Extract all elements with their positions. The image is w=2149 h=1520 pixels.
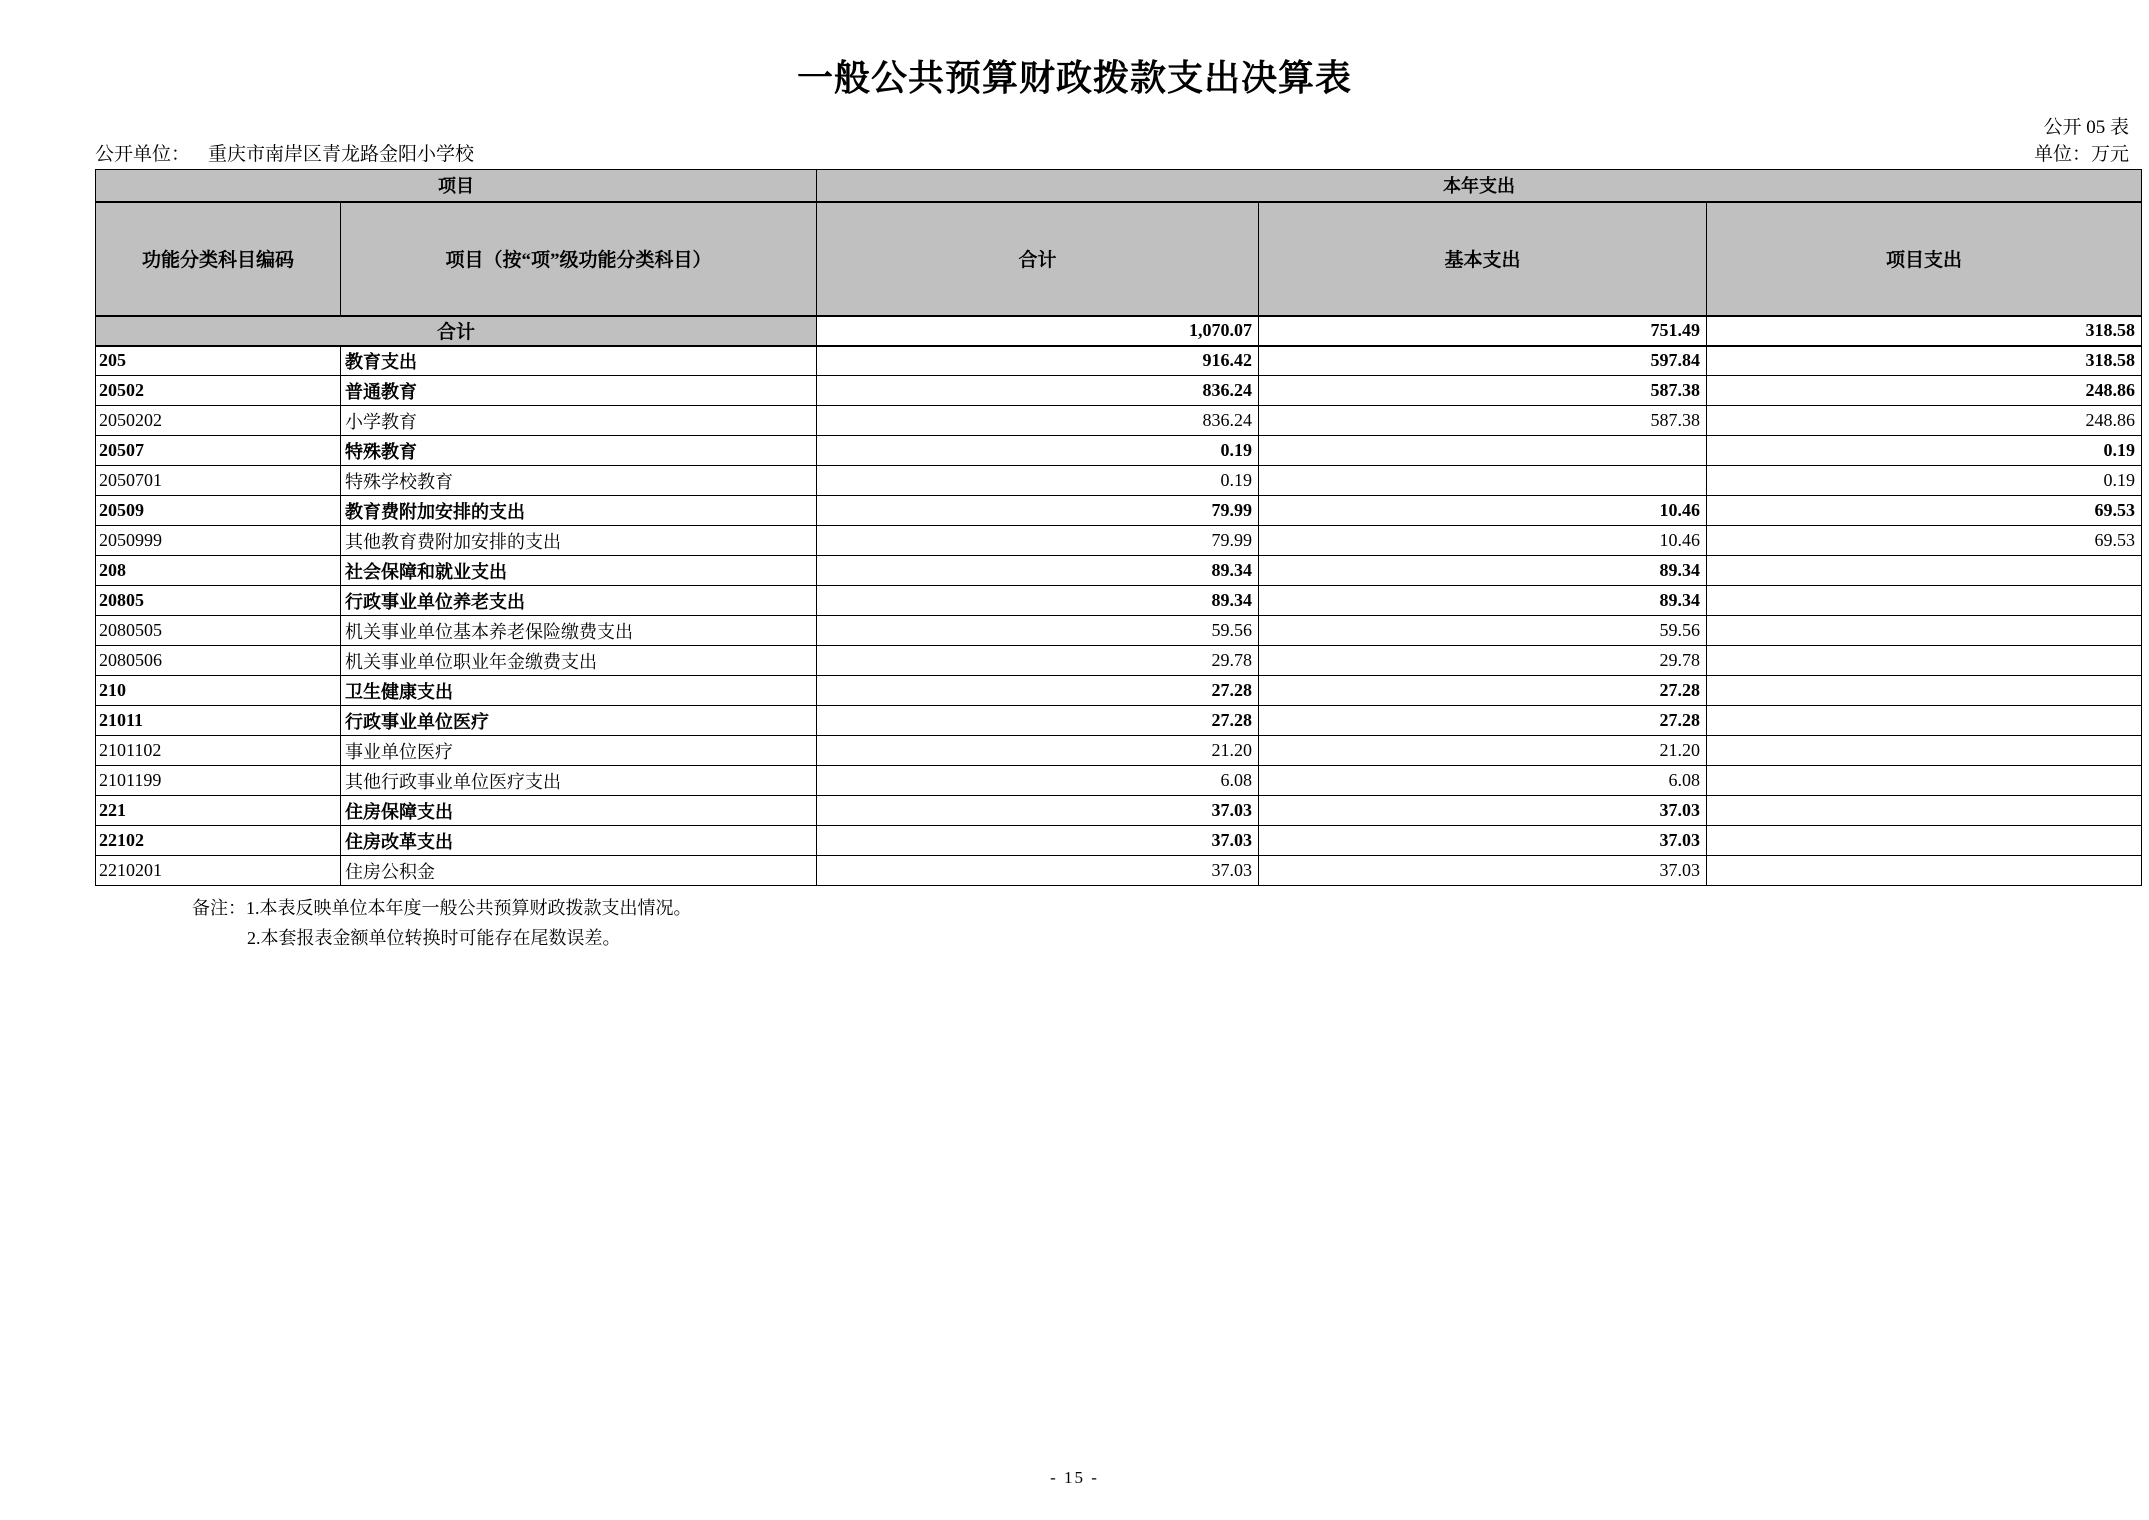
cell-total-amount: 89.34 (817, 586, 1259, 616)
cell-project-amount (1707, 856, 2142, 886)
total-row-project: 318.58 (1707, 316, 2142, 346)
cell-item-name: 普通教育 (341, 376, 817, 406)
table-row (96, 496, 2142, 526)
cell-total-amount: 59.56 (817, 616, 1259, 646)
table-row (96, 346, 2142, 376)
header-year-group: 本年支出 (817, 170, 2142, 202)
cell-function-code: 2050202 (96, 406, 341, 436)
cell-function-code: 22102 (96, 826, 341, 856)
table-row (96, 466, 2142, 496)
cell-total-amount: 79.99 (817, 526, 1259, 556)
cell-item-name: 事业单位医疗 (341, 736, 817, 766)
cell-project-amount (1707, 796, 2142, 826)
page-number: - 15 - (1050, 1468, 1099, 1487)
cell-basic-amount: 59.56 (1259, 616, 1707, 646)
cell-project-amount (1707, 826, 2142, 856)
cell-total-amount: 29.78 (817, 646, 1259, 676)
cell-project-amount: 248.86 (1707, 376, 2142, 406)
sheet (95, 117, 2141, 953)
cell-function-code: 2050701 (96, 466, 341, 496)
total-row (96, 316, 2142, 346)
expenditure-table (95, 169, 2142, 886)
publisher-label: 公开单位： (95, 144, 191, 165)
cell-project-amount (1707, 706, 2142, 736)
header-col-project: 项目支出 (1707, 202, 2142, 316)
cell-total-amount: 6.08 (817, 766, 1259, 796)
cell-item-name: 行政事业单位医疗 (341, 706, 817, 736)
cell-project-amount: 69.53 (1707, 496, 2142, 526)
header-project-group: 项目 (96, 170, 817, 202)
cell-basic-amount: 21.20 (1259, 736, 1707, 766)
cell-project-amount (1707, 556, 2142, 586)
cell-item-name: 特殊教育 (341, 436, 817, 466)
table-row (96, 406, 2142, 436)
cell-basic-amount: 597.84 (1259, 346, 1707, 376)
cell-item-name: 机关事业单位职业年金缴费支出 (341, 646, 817, 676)
cell-project-amount: 0.19 (1707, 466, 2142, 496)
table-row (96, 646, 2142, 676)
table-row (96, 526, 2142, 556)
publisher-line (95, 143, 474, 167)
cell-function-code: 2080506 (96, 646, 341, 676)
cell-basic-amount: 89.34 (1259, 556, 1707, 586)
note-line-2: 2.本套报表金额单位转换时可能存在尾数误差。 (247, 928, 621, 948)
cell-item-name: 行政事业单位养老支出 (341, 586, 817, 616)
cell-function-code: 21011 (96, 706, 341, 736)
cell-project-amount (1707, 736, 2142, 766)
cell-basic-amount: 89.34 (1259, 586, 1707, 616)
cell-function-code: 208 (96, 556, 341, 586)
header-col-total: 合计 (817, 202, 1259, 316)
cell-basic-amount: 587.38 (1259, 406, 1707, 436)
cell-basic-amount (1259, 466, 1707, 496)
table-row (96, 556, 2142, 586)
cell-item-name: 教育费附加安排的支出 (341, 496, 817, 526)
money-unit-label: 单位：万元 (2033, 144, 2129, 165)
cell-function-code: 221 (96, 796, 341, 826)
cell-total-amount: 79.99 (817, 496, 1259, 526)
cell-project-amount (1707, 616, 2142, 646)
cell-basic-amount: 37.03 (1259, 856, 1707, 886)
header-col-item: 项目（按“项”级功能分类科目） (341, 202, 817, 316)
cell-project-amount (1707, 766, 2142, 796)
cell-function-code: 20502 (96, 376, 341, 406)
cell-project-amount: 248.86 (1707, 406, 2142, 436)
header-col-code: 功能分类科目编码 (96, 202, 341, 316)
cell-total-amount: 27.28 (817, 676, 1259, 706)
cell-item-name: 小学教育 (341, 406, 817, 436)
cell-project-amount (1707, 646, 2142, 676)
cell-total-amount: 37.03 (817, 796, 1259, 826)
cell-basic-amount: 10.46 (1259, 526, 1707, 556)
cell-function-code: 20507 (96, 436, 341, 466)
cell-total-amount: 89.34 (817, 556, 1259, 586)
page-title: 一般公共预算财政拨款支出决算表 (796, 57, 1352, 98)
cell-basic-amount: 6.08 (1259, 766, 1707, 796)
table-row (96, 586, 2142, 616)
table-row (96, 856, 2142, 886)
cell-item-name: 教育支出 (341, 346, 817, 376)
table-row (96, 796, 2142, 826)
cell-item-name: 卫生健康支出 (341, 676, 817, 706)
header-col-basic: 基本支出 (1259, 202, 1707, 316)
cell-total-amount: 0.19 (817, 436, 1259, 466)
cell-item-name: 住房公积金 (341, 856, 817, 886)
cell-project-amount: 69.53 (1707, 526, 2142, 556)
publisher-name: 重庆市南岸区青龙路金阳小学校 (208, 144, 475, 165)
cell-total-amount: 37.03 (817, 856, 1259, 886)
cell-function-code: 20805 (96, 586, 341, 616)
cell-total-amount: 916.42 (817, 346, 1259, 376)
cell-basic-amount: 587.38 (1259, 376, 1707, 406)
cell-total-amount: 836.24 (817, 406, 1259, 436)
cell-basic-amount: 27.28 (1259, 676, 1707, 706)
cell-project-amount (1707, 586, 2142, 616)
cell-total-amount: 37.03 (817, 826, 1259, 856)
notes (192, 893, 2141, 953)
cell-function-code: 2080505 (96, 616, 341, 646)
table-row (96, 436, 2142, 466)
cell-basic-amount: 10.46 (1259, 496, 1707, 526)
table-row (96, 376, 2142, 406)
cell-total-amount: 836.24 (817, 376, 1259, 406)
total-row-label: 合计 (96, 316, 817, 346)
cell-project-amount: 318.58 (1707, 346, 2142, 376)
info-row (95, 143, 2141, 167)
cell-function-code: 210 (96, 676, 341, 706)
cell-basic-amount: 29.78 (1259, 646, 1707, 676)
table-row (96, 616, 2142, 646)
cell-function-code: 205 (96, 346, 341, 376)
note-line-1: 备注：1.本表反映单位本年度一般公共预算财政拨款支出情况。 (192, 898, 692, 918)
cell-item-name: 社会保障和就业支出 (341, 556, 817, 586)
cell-item-name: 机关事业单位基本养老保险缴费支出 (341, 616, 817, 646)
sheet-code: 公开 05 表 (2043, 117, 2129, 138)
cell-basic-amount: 37.03 (1259, 826, 1707, 856)
total-row-basic: 751.49 (1259, 316, 1707, 346)
header-columns-row (96, 202, 2142, 316)
cell-item-name: 其他教育费附加安排的支出 (341, 526, 817, 556)
cell-function-code: 2210201 (96, 856, 341, 886)
cell-function-code: 2101102 (96, 736, 341, 766)
table-row (96, 766, 2142, 796)
cell-basic-amount (1259, 436, 1707, 466)
cell-total-amount: 0.19 (817, 466, 1259, 496)
cell-total-amount: 21.20 (817, 736, 1259, 766)
table-row (96, 676, 2142, 706)
table-row (96, 736, 2142, 766)
cell-project-amount: 0.19 (1707, 436, 2142, 466)
cell-total-amount: 27.28 (817, 706, 1259, 736)
cell-item-name: 住房保障支出 (341, 796, 817, 826)
cell-function-code: 20509 (96, 496, 341, 526)
cell-basic-amount: 37.03 (1259, 796, 1707, 826)
cell-item-name: 特殊学校教育 (341, 466, 817, 496)
cell-item-name: 住房改革支出 (341, 826, 817, 856)
header-group-row (96, 170, 2142, 202)
cell-function-code: 2101199 (96, 766, 341, 796)
cell-basic-amount: 27.28 (1259, 706, 1707, 736)
total-row-total: 1,070.07 (817, 316, 1259, 346)
cell-project-amount (1707, 676, 2142, 706)
cell-item-name: 其他行政事业单位医疗支出 (341, 766, 817, 796)
table-row (96, 826, 2142, 856)
cell-function-code: 2050999 (96, 526, 341, 556)
table-row (96, 706, 2142, 736)
